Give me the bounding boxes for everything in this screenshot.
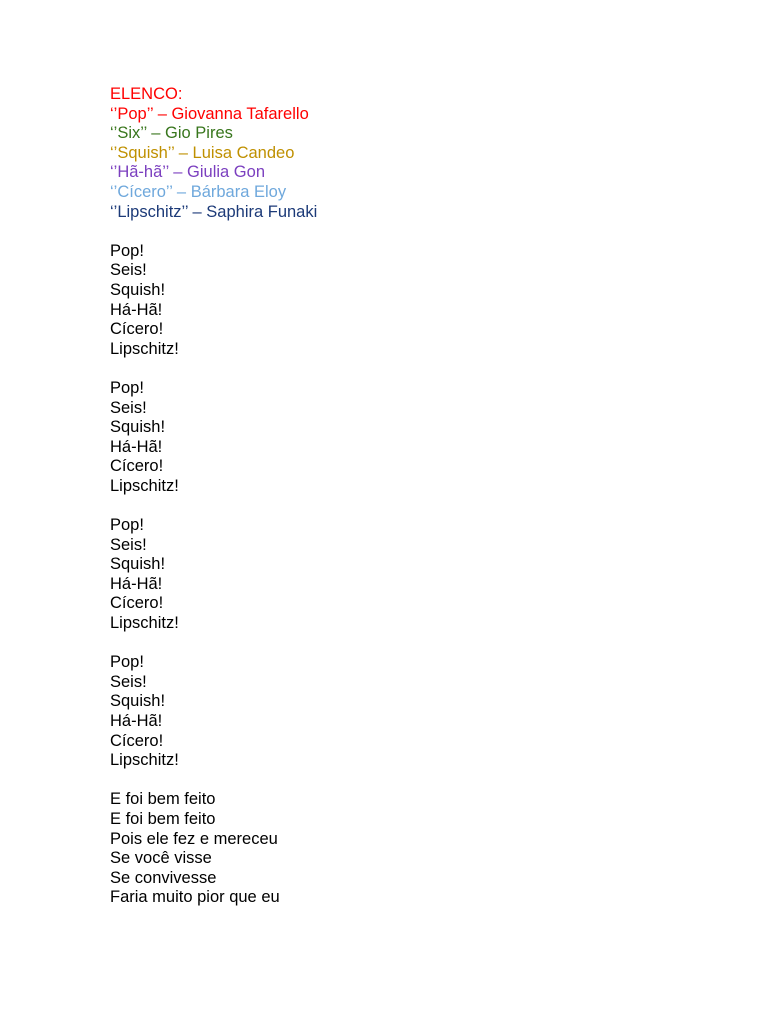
lyric-line: Cícero! [110,594,164,613]
lyric-line: Cícero! [110,731,164,750]
lyric-line: Há-Hã! [110,300,163,319]
lyric-line: Squish! [110,555,166,574]
cast-heading: ELENCO: [110,85,183,103]
blank-line [110,634,710,654]
lyric-line: Lipschitz! [110,751,179,770]
lyrics-stanza-3 [110,516,710,634]
cast-member-squish: ‘’Squish’’ – Luisa Candeo [110,143,295,162]
lyrics-stanza-2 [110,379,710,497]
lyric-line: Squish! [110,418,166,437]
lyric-line: Há-Hã! [110,437,163,456]
lyrics-stanza-4 [110,653,710,771]
lyric-line: Pois ele fez e mereceu [110,829,278,848]
lyric-line: Se convivesse [110,868,217,887]
lyric-line: Seis! [110,672,147,691]
blank-line [110,496,710,516]
lyric-line: Squish! [110,280,166,299]
document-body [110,85,710,908]
blank-line [110,771,710,791]
lyric-line: Seis! [110,535,147,554]
cast-list [110,85,710,222]
lyric-line: Pop! [110,378,144,397]
lyric-line: Há-Hã! [110,574,163,593]
lyric-line: Squish! [110,692,166,711]
cast-member-pop: ‘’Pop’’ – Giovanna Tafarello [110,104,309,123]
lyric-line: Cícero! [110,320,164,339]
lyric-line: Seis! [110,398,147,417]
lyric-line: Lipschitz! [110,339,179,358]
lyric-line: Pop! [110,241,144,260]
cast-member-cicero: ‘’Cícero’’ – Bárbara Eloy [110,182,287,201]
lyric-line: Faria muito pior que eu [110,888,280,907]
cast-member-six: ‘’Six’’ – Gio Pires [110,124,233,143]
lyric-line: Se você visse [110,849,212,868]
lyric-line: Pop! [110,653,144,672]
cast-member-ha-ha: ‘’Hã-hã’’ – Giulia Gon [110,163,265,182]
blank-line [110,222,710,242]
lyric-line: Lipschitz! [110,476,179,495]
cast-member-lipschitz: ‘’Lipschitz’’ – Saphira Funaki [110,202,318,221]
lyrics-stanza-1 [110,242,710,360]
lyric-line: Lipschitz! [110,614,179,633]
lyric-line: Pop! [110,516,144,535]
blank-line [110,359,710,379]
lyric-line: Há-Hã! [110,712,163,730]
lyric-line: Seis! [110,261,147,280]
lyrics-stanza-5 [110,790,710,908]
lyric-line: E foi bem feito [110,809,216,828]
lyric-line: E foi bem feito [110,790,216,809]
lyric-line: Cícero! [110,457,164,476]
